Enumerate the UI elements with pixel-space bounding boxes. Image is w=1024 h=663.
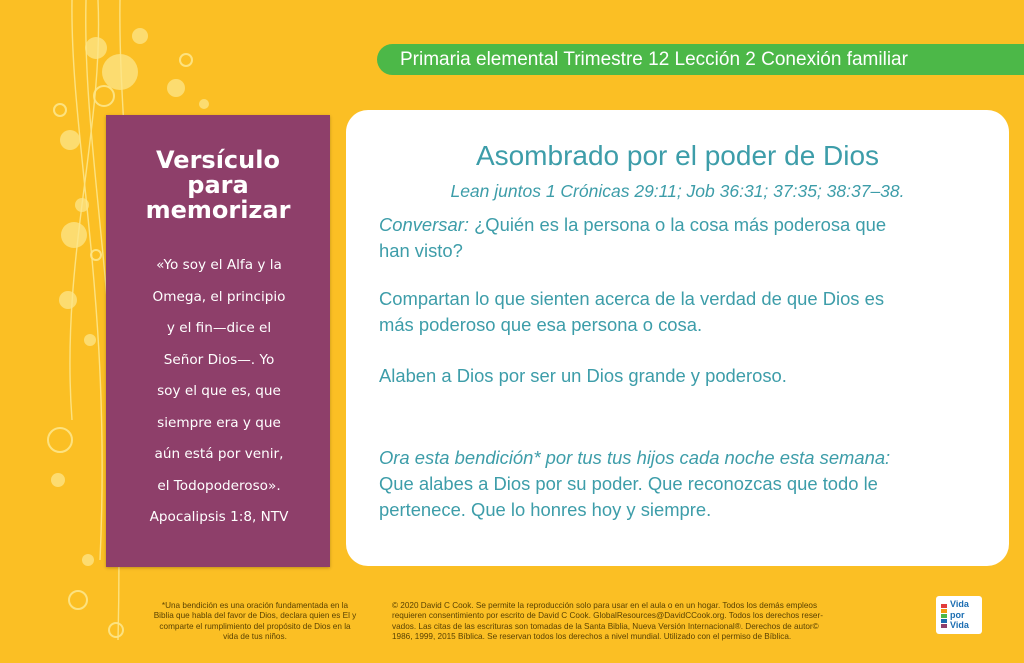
memory-verse-heading-line: para <box>187 171 249 199</box>
memory-verse-heading <box>106 148 330 223</box>
logo-word: por <box>950 609 965 620</box>
scripture-reference: Lean juntos 1 Crónicas 29:11; Job 36:31; 37:35; 38:37–38. <box>450 181 905 201</box>
memory-verse-panel <box>106 115 330 567</box>
blessing-intro: Ora esta bendición* por tus tus hijos cada noche esta semana: <box>379 447 891 468</box>
talk-line-1 <box>379 212 886 238</box>
logo-text <box>950 599 969 631</box>
lesson-card <box>346 110 1009 566</box>
footnote-line: comparte el rumplimiento del propósito de Dios en la <box>159 621 351 631</box>
memory-verse-heading-line: Versículo <box>156 146 280 174</box>
share-line-1: Compartan lo que sienten acerca de la verdad de que Dios es <box>379 288 885 309</box>
talk-paragraph <box>379 212 886 264</box>
verse-line: el Todopoderoso». <box>157 477 281 494</box>
blessing-line-2: pertenece. Que lo honres hoy y siempre. <box>379 499 712 520</box>
blessing-footnote <box>142 601 368 643</box>
footnote-line: Biblia que habla del favor de Dios, declara quien es El y <box>153 611 357 621</box>
logo-word: Vida <box>950 599 969 609</box>
talk-question: ¿Quién es la persona o la cosa más poderosa que <box>468 214 887 235</box>
footnote-line: *Una bendición es una oración fundamentada en la <box>161 601 349 610</box>
verse-line: soy el que es, que <box>157 383 281 399</box>
blessing-line-1: Que alabes a Dios por su poder. Que reconozcas que todo le <box>379 473 878 494</box>
logo-color-bars <box>941 604 947 628</box>
vida-por-vida-logo <box>936 596 982 634</box>
verse-reference: Apocalipsis 1:8, NTV <box>149 509 289 525</box>
copyright-notice <box>392 601 823 643</box>
copyright-line: vados. Las citas de las escrituras son tomadas de la Santa Biblia, Nueva Versión Internacional®. Derechos de autor© <box>392 621 819 631</box>
logo-word: Vida <box>950 620 969 630</box>
talk-line-2: han visto? <box>379 240 463 261</box>
verse-line: aún está por venir, <box>154 446 284 462</box>
verse-line: y el fin—dice el <box>166 320 272 336</box>
footnote-line: vida de tus niños. <box>223 632 287 642</box>
praise-paragraph <box>379 363 787 389</box>
memory-verse-heading-line: memorizar <box>145 196 291 224</box>
copyright-line: 1986, 1999, 2015 Bíblica. Se reservan todos los derechos a nivel mundial. Utilizado con el permiso de Bíblica. <box>392 632 792 642</box>
lesson-title: Asombrado por el poder de Dios <box>475 140 880 171</box>
share-paragraph <box>379 286 884 338</box>
praise-line: Alaben a Dios por ser un Dios grande y poderoso. <box>379 365 787 386</box>
blessing-paragraph <box>379 445 890 523</box>
verse-line: Omega, el principio <box>152 288 286 305</box>
verse-line: Señor Dios—. Yo <box>163 351 275 368</box>
verse-line: «Yo soy el Alfa y la <box>156 257 282 273</box>
memory-verse-text <box>128 250 310 534</box>
copyright-line: © 2020 David C Cook. Se permite la reproducción solo para usar en el aula o en un hogar. Todos los demás empleos <box>392 601 818 610</box>
verse-line: siempre era y que <box>157 414 281 431</box>
talk-label: Conversar: <box>379 214 469 235</box>
header-title: Primaria elemental Trimestre 12 Lección 2 Conexión familiar <box>400 49 908 70</box>
share-line-2: más poderoso que esa persona o cosa. <box>379 314 703 335</box>
copyright-line: requieren consentimiento por escrito de David C Cook. GlobalResources@DavidCCook.org. Todos los derechos reser- <box>392 611 823 621</box>
